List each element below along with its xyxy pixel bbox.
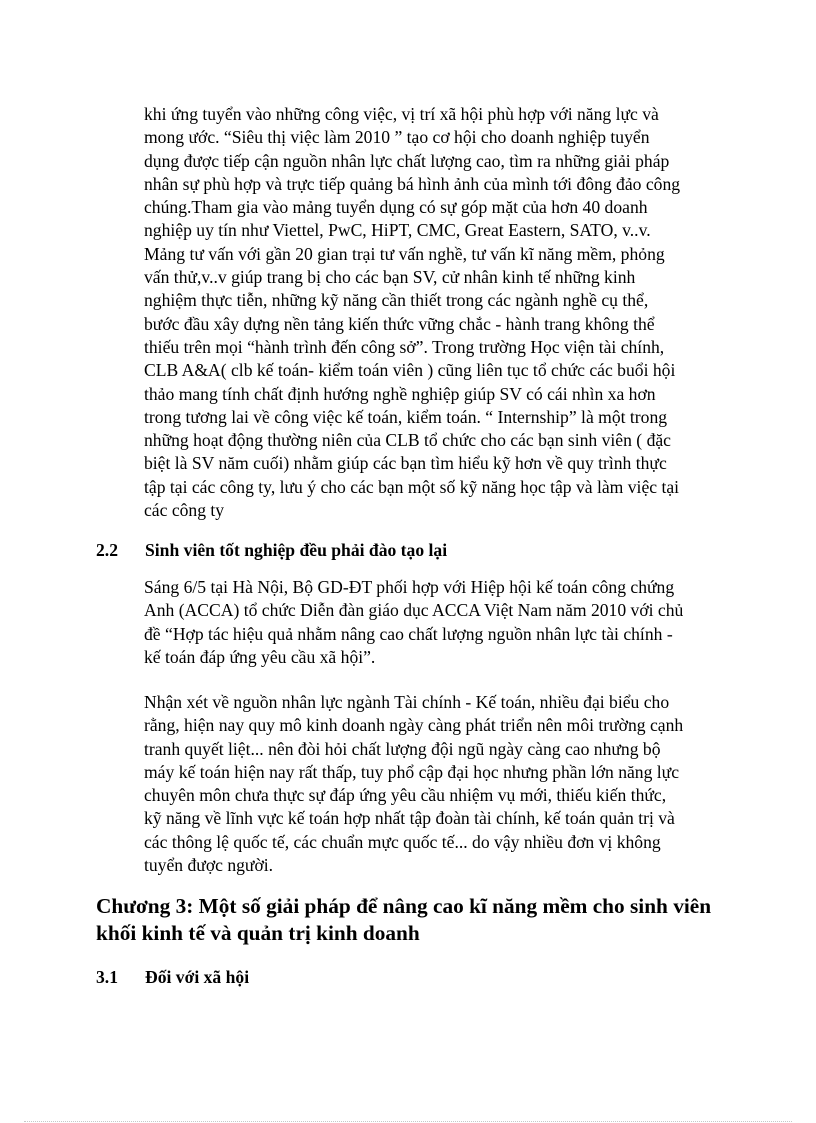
paragraph-line: rằng, hiện nay quy mô kinh doanh ngày càng phát triển nên môi trường cạnh: [144, 715, 684, 736]
paragraph-line: thảo mang tính chất định hướng nghề nghiệp giúp SV có cái nhìn xa hơn: [144, 383, 656, 404]
paragraph-line: chuyên môn chưa thực sự đáp ứng yêu cầu nhiệm vụ mới, thiếu kiến thức,: [144, 785, 667, 806]
paragraph-acca-forum: [144, 576, 724, 669]
paragraph-job-fair: [144, 103, 724, 522]
chapter-title-line-1: Chương 3: Một số giải pháp để nâng cao kĩ năng mềm cho sinh viên: [96, 894, 712, 918]
paragraph-line: máy kế toán hiện nay rất thấp, tuy phổ cập đại học nhưng phần lớn năng lực: [144, 761, 680, 782]
paragraph-line: tuyển được người.: [144, 855, 274, 876]
paragraph-line: những hoạt động thường niên của CLB tổ chức cho các bạn sinh viên ( đặc: [144, 430, 671, 451]
chapter-title-line-2: khối kinh tế và quản trị kinh doanh: [96, 920, 420, 945]
paragraph-line: biệt là SV năm cuối) nhằm giúp các bạn tìm hiểu kỹ hơn về quy trình thực: [144, 453, 667, 474]
section-number: 3.1: [96, 967, 118, 987]
paragraph-line: Anh (ACCA) tổ chức Diễn đàn giáo dục ACCA Việt Nam năm 2010 với chủ: [144, 600, 684, 621]
paragraph-line: nhân sự phù hợp và trực tiếp quảng bá hình ảnh của mình tới đông đảo công: [144, 173, 681, 194]
paragraph-line: dụng được tiếp cận nguồn nhân lực chất lượng cao, tìm ra những giải pháp: [144, 150, 670, 171]
chapter-heading-3: [96, 893, 736, 946]
paragraph-line: CLB A&A( clb kế toán- kiểm toán viên ) cũng liên tục tổ chức các buổi hội: [144, 360, 676, 381]
paragraph-line: Nhận xét về nguồn nhân lực ngành Tài chính - Kế toán, nhiều đại biểu cho: [144, 692, 670, 712]
paragraph-line: Mảng tư vấn với gần 20 gian trại tư vấn nghề, tư vấn kĩ năng mềm, phỏng: [144, 243, 665, 264]
paragraph-line: nghiệm thực tiễn, những kỹ năng cần thiết trong các ngành nghề cụ thể,: [144, 290, 649, 311]
paragraph-line: mong ước. “Siêu thị việc làm 2010 ” tạo cơ hội cho doanh nghiệp tuyển: [144, 127, 650, 148]
paragraph-line: trong tương lai về công việc kế toán, kiểm toán. “ Internship” là một trong: [144, 406, 668, 427]
paragraph-line: kế toán đáp ứng yêu cầu xã hội”.: [144, 646, 376, 667]
paragraph-line: kỹ năng về lĩnh vực kế toán hợp nhất tập đoàn tài chính, kế toán quản trị và: [144, 808, 675, 829]
paragraph-line: khi ứng tuyển vào những công việc, vị trí xã hội phù hợp với năng lực và: [144, 104, 659, 124]
paragraph-line: các công ty: [144, 500, 225, 521]
section-number: 2.2: [96, 540, 118, 560]
paragraph-line: thiếu trên mọi “hành trình đến công sở”. Trong trường Học viện tài chính,: [144, 336, 665, 357]
paragraph-line: chúng.Tham gia vào mảng tuyển dụng có sự góp mặt của hơn 40 doanh: [144, 197, 648, 218]
paragraph-line: nghiệp uy tín như Viettel, PwC, HiPT, CMC, Great Eastern, SATO, v..v.: [144, 220, 651, 241]
paragraph-line: vấn thử,v..v giúp trang bị cho các bạn SV, cử nhân kinh tế những kinh: [144, 267, 636, 288]
paragraph-workforce-review: [144, 691, 724, 877]
paragraph-line: các thông lệ quốc tế, các chuẩn mực quốc tế... do vậy nhiều đơn vị không: [144, 831, 661, 852]
paragraph-line: tranh quyết liệt... nên đòi hỏi chất lượng đội ngũ ngày càng cao nhưng bộ: [144, 738, 661, 759]
section-title: Sinh viên tốt nghiệp đều phải đào tạo lại: [145, 540, 448, 560]
paragraph-line: đề “Hợp tác hiệu quả nhằm nâng cao chất lượng nguồn nhân lực tài chính -: [144, 623, 673, 644]
section-title: Đối với xã hội: [145, 967, 250, 987]
page-bottom-divider: [24, 1121, 792, 1122]
paragraph-line: Sáng 6/5 tại Hà Nội, Bộ GD-ĐT phối hợp với Hiệp hội kế toán công chứng: [144, 577, 675, 597]
paragraph-line: bước đầu xây dựng nền tảng kiến thức vững chắc - hành trang không thể: [144, 313, 655, 334]
paragraph-line: tập tại các công ty, lưu ý cho các bạn một số kỹ năng học tập và làm việc tại: [144, 476, 680, 497]
